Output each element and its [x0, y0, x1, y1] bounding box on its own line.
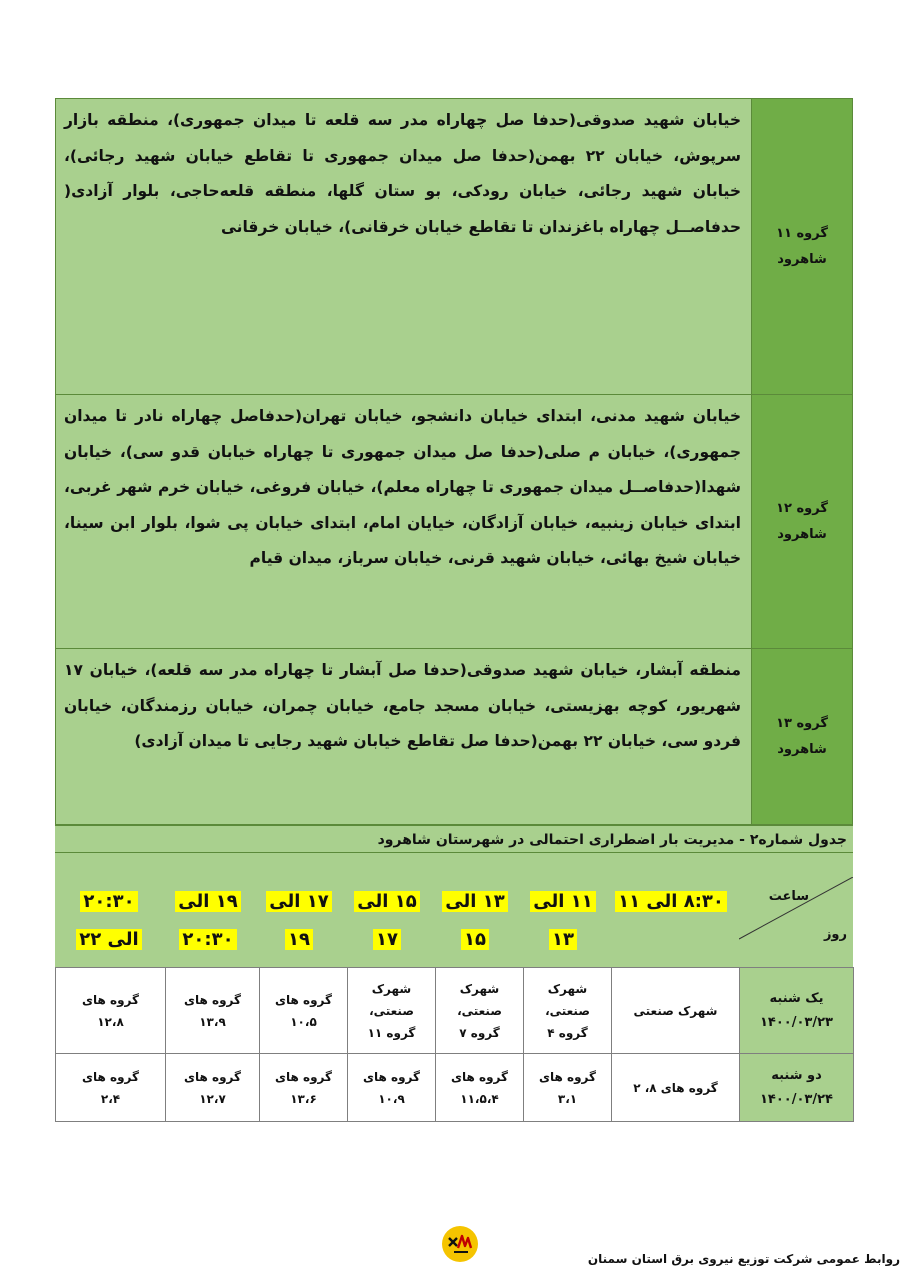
cell-line: ۱۲،۸ — [97, 1014, 124, 1029]
cell-line: ۱۰،۹ — [378, 1091, 405, 1106]
caption-spacer — [55, 853, 853, 877]
schedule-cell — [56, 968, 166, 1054]
cell-line: گروه های — [275, 1069, 332, 1084]
footer — [440, 1224, 900, 1274]
time-slot-line2: ۱۵ — [461, 929, 489, 950]
cell-line: ۲،۴ — [100, 1091, 121, 1106]
area-row-13 — [56, 649, 853, 825]
cell-line: گروه های — [82, 1069, 139, 1084]
area-row-11 — [56, 99, 853, 395]
group-city: شاهرود — [777, 526, 827, 542]
schedule-cell — [166, 1054, 260, 1122]
cell-line: گروه های — [363, 1069, 420, 1084]
area-description: منطقه آبشار، خیابان شهید صدوقی(حدفا صل آبشار تا چهاراه مدر سه قلعه)، خیابان ۱۷ شهریور، کوچه بهزیستی، خیابان مسجد جامع، خیابان چمران، خیابان رزمندگان، خیابان فردو سی، خیابان ۲۲ بهمن(حدفا صل تقاطع خیابان شهید رجایی تا میدان آزادی) — [56, 649, 752, 825]
cell-line: ۱۲،۷ — [199, 1091, 226, 1106]
cell-line: گروه های ۸، ۲ — [633, 1080, 718, 1095]
table-row — [56, 1054, 854, 1122]
cell-line: شهرک — [459, 981, 500, 996]
schedule-cell — [260, 1054, 348, 1122]
schedule-cell — [166, 968, 260, 1054]
time-slot-1 — [607, 883, 735, 921]
cell-line: ۱۳،۹ — [199, 1014, 226, 1029]
time-slot-line2: ۲۰:۳۰ — [179, 929, 236, 950]
schedule-cell — [524, 968, 612, 1054]
day-name: دو شنبه — [771, 1067, 822, 1083]
schedule-table — [55, 967, 854, 1122]
time-slot-line2: ۱۳ — [549, 929, 577, 950]
cell-line: گروه های — [82, 992, 139, 1007]
time-slot-6 — [161, 883, 255, 959]
hour-label: ساعت — [768, 889, 809, 904]
time-slot-line2: ۱۷ — [373, 929, 401, 950]
time-slot-line1: ۱۱ الی — [530, 891, 595, 912]
group-city: شاهرود — [777, 251, 827, 267]
cell-line: ۳،۱ — [557, 1091, 578, 1106]
schedule-cell — [348, 1054, 436, 1122]
schedule-cell — [612, 968, 740, 1054]
cell-line: شهرک — [371, 981, 412, 996]
cell-line: گروه ۱۱ — [367, 1025, 416, 1040]
time-slot-4 — [343, 883, 431, 959]
schedule-header — [55, 877, 853, 968]
cell-line: گروه های — [184, 992, 241, 1007]
schedule-cell — [436, 968, 524, 1054]
group-cell — [752, 395, 853, 649]
time-slot-2 — [519, 883, 607, 959]
time-slot-line1: ۱۵ الی — [354, 891, 419, 912]
schedule-cell — [348, 968, 436, 1054]
schedule-cell — [56, 1054, 166, 1122]
cell-line: گروه ۴ — [547, 1025, 588, 1040]
time-slot-5 — [255, 883, 343, 959]
group-name: گروه ۱۳ — [776, 715, 828, 731]
area-row-12 — [56, 395, 853, 649]
schedule-cell — [436, 1054, 524, 1122]
day-date: ۱۴۰۰/۰۳/۲۳ — [760, 1014, 833, 1030]
cell-line: گروه های — [275, 992, 332, 1007]
group-name: گروه ۱۱ — [776, 225, 828, 241]
area-description: خیابان شهید صدوقی(حدفا صل چهاراه مدر سه قلعه تا میدان جمهوری)، منطقه بازار سرپوش، خیابان ۲۲ بهمن(حدفا صل میدان جمهوری تا تقاطع خیابان شهید رجائی)، خیابان شهید رجائی، خیابان رودکی، بو ستان گلها، منطقه قلعه‌حاجی، بلوار آزادی( حدفاصــل چهاراه باغزندان تا تقاطع خیابان خرقانی)، خیابان خرقانی — [56, 99, 752, 395]
schedule-cell — [260, 968, 348, 1054]
group-city: شاهرود — [777, 741, 827, 757]
cell-line: گروه های — [184, 1069, 241, 1084]
time-slot-line2: ۱۹ — [285, 929, 313, 950]
day-name: یک شنبه — [769, 990, 824, 1006]
time-slot-line1: ۲۰:۳۰ — [80, 891, 137, 912]
cell-line: ۱۳،۶ — [290, 1091, 317, 1106]
day-cell — [740, 1054, 854, 1122]
cell-line: گروه های — [451, 1069, 508, 1084]
cell-line: شهرک — [547, 981, 588, 996]
day-date: ۱۴۰۰/۰۳/۲۴ — [760, 1091, 833, 1107]
areas-table — [55, 98, 853, 825]
time-slot-3 — [431, 883, 519, 959]
table-row — [56, 968, 854, 1054]
time-slot-line1: ۱۹ الی — [175, 891, 240, 912]
day-cell — [740, 968, 854, 1054]
cell-line: صنعتی، — [457, 1003, 502, 1018]
schedule-cell — [612, 1054, 740, 1122]
cell-line: ۱۱،۵،۴ — [460, 1091, 499, 1106]
time-slot-7 — [57, 883, 161, 959]
cell-line: گروه ۷ — [459, 1025, 500, 1040]
time-slot-line1: ۱۷ الی — [266, 891, 331, 912]
cell-line: گروه های — [539, 1069, 596, 1084]
area-description: خیابان شهید مدنی، ابتدای خیابان دانشجو، خیابان تهران(حدفاصل چهاراه نادر تا میدان جمهوری)، خیابان م صلی(حدفا صل میدان جمهوری تا چهاراه خیابان قدو سی)، خیابان شهدا(حدفاصــل میدان جمهوری تا چهاراه معلم)، خیابان فروغی، خیابان خرم شهر غربی، ابتدای خیابان زینبیه، خیابان آزادگان، خیایان امام، ابتدای خیابان پی شوا، بلوار ابن سینا، خیابان شیخ بهائی، خیابان شهید قرنی، خیابان سرباز، میدان قیام — [56, 395, 752, 649]
cell-line: شهرک صنعتی — [633, 1003, 718, 1018]
cell-line: صنعتی، — [369, 1003, 414, 1018]
time-slot-line1: ۸:۳۰ الی ۱۱ — [615, 891, 727, 912]
cell-line: ۱۰،۵ — [290, 1014, 317, 1029]
power-company-logo-icon — [440, 1224, 480, 1264]
table-caption: جدول شماره۲ - مدیریت بار اضطراری احتمالی در شهرستان شاهرود — [55, 825, 853, 853]
corner-cell — [739, 877, 853, 967]
group-cell — [752, 99, 853, 395]
group-cell — [752, 649, 853, 825]
schedule-cell — [524, 1054, 612, 1122]
cell-line: صنعتی، — [545, 1003, 590, 1018]
group-name: گروه ۱۲ — [776, 500, 828, 516]
day-label: روز — [823, 927, 847, 942]
footer-text: روابط عمومی شرکت توزیع نیروی برق استان سمنان — [587, 1252, 900, 1266]
time-slot-line1: ۱۳ الی — [442, 891, 507, 912]
time-slot-line2: الی ۲۲ — [76, 929, 141, 950]
